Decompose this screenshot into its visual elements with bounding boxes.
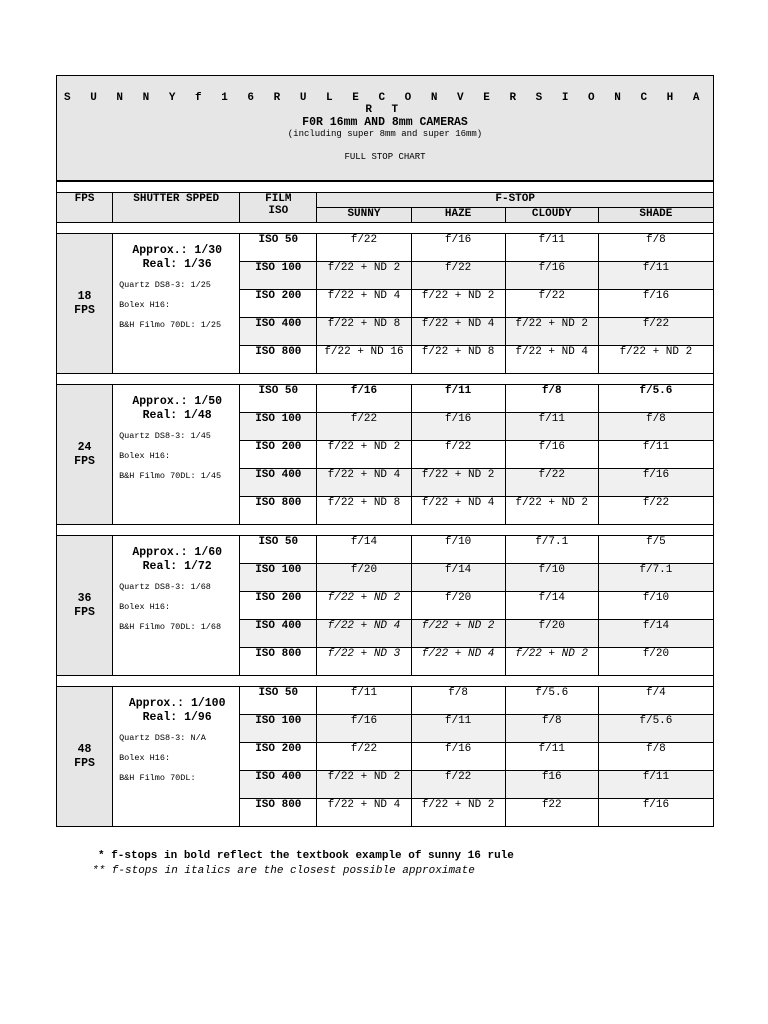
- shutter-quartz: Quartz DS8-3: 1/25: [119, 280, 211, 290]
- header-haze: HAZE: [411, 208, 505, 223]
- fstop-cell: f/16: [317, 385, 411, 413]
- shutter-bh-filmo: B&H Filmo 70DL: 1/45: [119, 471, 222, 481]
- fstop-cell: f/5.6: [598, 385, 713, 413]
- shutter-bolex: Bolex H16:: [119, 753, 171, 763]
- fstop-cell: f/22 + ND 4: [317, 799, 411, 827]
- shutter-quartz: Quartz DS8-3: 1/68: [119, 582, 211, 592]
- shutter-real: Real: 1/48: [142, 409, 212, 422]
- shutter-bolex: Bolex H16:: [119, 300, 171, 310]
- table-row: [57, 234, 714, 262]
- fstop-cell: f/22 + ND 4: [505, 346, 598, 374]
- shutter-cell: [113, 536, 240, 676]
- fps-cell: [57, 687, 113, 827]
- iso-cell: ISO 800: [240, 346, 317, 374]
- header-film: FILM: [265, 193, 292, 205]
- header-shutter: SHUTTER SPPED: [113, 193, 240, 223]
- fstop-cell: f/16: [598, 799, 713, 827]
- chart-title: S U N N Y f 1 6 R U L E C O N V E R S I O N C H A R T: [64, 92, 706, 116]
- fstop-cell: f/22 + ND 2: [317, 441, 411, 469]
- chart-note: (including super 8mm and super 16mm): [287, 129, 483, 139]
- iso-cell: ISO 400: [240, 620, 317, 648]
- fstop-cell: f/4: [598, 687, 713, 715]
- shutter-approx: Approx.: 1/60: [132, 546, 223, 559]
- fstop-cell: f/5.6: [505, 687, 598, 715]
- fstop-cell: f/16: [598, 290, 713, 318]
- fstop-cell: f/20: [598, 648, 713, 676]
- fstop-cell: f/22 + ND 3: [317, 648, 411, 676]
- fstop-cell: f/14: [598, 620, 713, 648]
- fps-value: 24: [77, 440, 92, 454]
- fstop-cell: f/22: [317, 234, 411, 262]
- fstop-cell: f/8: [598, 413, 713, 441]
- header-shade: SHADE: [598, 208, 713, 223]
- fstop-cell: f/11: [505, 743, 598, 771]
- fstop-cell: f/22 + ND 2: [317, 771, 411, 799]
- fps-cell: [57, 536, 113, 676]
- spacer-row: [57, 182, 714, 193]
- shutter-approx: Approx.: 1/30: [132, 244, 223, 257]
- iso-cell: ISO 50: [240, 536, 317, 564]
- fstop-cell: f/22 + ND 4: [317, 290, 411, 318]
- iso-cell: ISO 100: [240, 715, 317, 743]
- spacer-row: [57, 374, 714, 385]
- fstop-cell: f/11: [411, 715, 505, 743]
- fstop-cell: f/11: [411, 385, 505, 413]
- fstop-cell: f/11: [505, 413, 598, 441]
- fstop-cell: f/10: [411, 536, 505, 564]
- fstop-cell: f16: [505, 771, 598, 799]
- fstop-cell: f/7.1: [505, 536, 598, 564]
- fstop-cell: f/8: [598, 743, 713, 771]
- shutter-approx: Approx.: 1/50: [132, 395, 223, 408]
- iso-cell: ISO 800: [240, 497, 317, 525]
- fstop-cell: f/22 + ND 2: [411, 799, 505, 827]
- fps-unit: FPS: [74, 303, 95, 317]
- fstop-cell: f/22 + ND 2: [505, 318, 598, 346]
- shutter-real: Real: 1/72: [142, 560, 212, 573]
- header-sunny: SUNNY: [317, 208, 411, 223]
- iso-cell: ISO 200: [240, 290, 317, 318]
- fstop-cell: f/22 + ND 2: [411, 469, 505, 497]
- shutter-approx: Approx.: 1/100: [128, 697, 226, 710]
- iso-cell: ISO 50: [240, 234, 317, 262]
- fstop-cell: f/20: [317, 564, 411, 592]
- shutter-bolex: Bolex H16:: [119, 602, 171, 612]
- footnote-italic: ** f-stops in italics are the closest possible approximate: [92, 865, 475, 877]
- fstop-cell: f/22: [411, 771, 505, 799]
- iso-cell: ISO 100: [240, 564, 317, 592]
- fstop-cell: f/16: [505, 262, 598, 290]
- fstop-cell: f/22: [505, 469, 598, 497]
- fstop-cell: f/22 + ND 2: [505, 497, 598, 525]
- fstop-cell: f/10: [598, 592, 713, 620]
- fstop-cell: f/22 + ND 4: [317, 469, 411, 497]
- fstop-cell: f/22 + ND 8: [317, 318, 411, 346]
- chart-header: [56, 75, 714, 181]
- fstop-cell: f/22 + ND 2: [411, 290, 505, 318]
- fstop-cell: f/16: [411, 743, 505, 771]
- shutter-bh-filmo: B&H Filmo 70DL: 1/25: [119, 320, 222, 330]
- shutter-quartz: Quartz DS8-3: N/A: [119, 733, 206, 743]
- fstop-cell: f/5: [598, 536, 713, 564]
- fstop-cell: f/22 + ND 2: [598, 346, 713, 374]
- iso-cell: ISO 100: [240, 262, 317, 290]
- fstop-cell: f/22 + ND 2: [317, 262, 411, 290]
- shutter-bolex: Bolex H16:: [119, 451, 171, 461]
- iso-cell: ISO 200: [240, 592, 317, 620]
- fstop-cell: f/22: [317, 743, 411, 771]
- iso-cell: ISO 100: [240, 413, 317, 441]
- iso-cell: ISO 200: [240, 743, 317, 771]
- iso-cell: ISO 800: [240, 648, 317, 676]
- header-fstop: F-STOP: [317, 193, 714, 208]
- fstop-cell: f/22 + ND 4: [317, 620, 411, 648]
- fstop-cell: f/16: [505, 441, 598, 469]
- fstop-cell: f/20: [411, 592, 505, 620]
- chart-mode: FULL STOP CHART: [344, 152, 426, 162]
- fstop-cell: f/22 + ND 4: [411, 318, 505, 346]
- shutter-cell: [113, 687, 240, 827]
- header-cloudy: CLOUDY: [505, 208, 598, 223]
- fstop-cell: f/22: [317, 413, 411, 441]
- fstop-cell: f/22 + ND 8: [317, 497, 411, 525]
- fstop-cell: f/22 + ND 4: [411, 648, 505, 676]
- fstop-cell: f/8: [411, 687, 505, 715]
- table-row: [57, 385, 714, 413]
- shutter-real: Real: 1/96: [142, 711, 212, 724]
- fstop-cell: f/22 + ND 8: [411, 346, 505, 374]
- chart-subtitle: F0R 16mm AND 8mm CAMERAS: [302, 116, 468, 129]
- fps-cell: [57, 234, 113, 374]
- fstop-cell: f/20: [505, 620, 598, 648]
- iso-cell: ISO 400: [240, 771, 317, 799]
- fps-value: 18: [77, 289, 92, 303]
- fps-cell: [57, 385, 113, 525]
- fstop-cell: f22: [505, 799, 598, 827]
- fstop-cell: f/11: [505, 234, 598, 262]
- fps-value: 36: [77, 591, 92, 605]
- fstop-cell: f/16: [411, 413, 505, 441]
- header-film-iso: [240, 193, 317, 223]
- table-row: [57, 536, 714, 564]
- spacer-row: [57, 676, 714, 687]
- fstop-cell: f/22 + ND 2: [505, 648, 598, 676]
- fstop-cell: f/11: [598, 441, 713, 469]
- conversion-table: [56, 181, 714, 827]
- iso-cell: ISO 400: [240, 318, 317, 346]
- fstop-cell: f/22: [598, 318, 713, 346]
- fstop-cell: f/22 + ND 4: [411, 497, 505, 525]
- shutter-bh-filmo: B&H Filmo 70DL: 1/68: [119, 622, 222, 632]
- spacer-row: [57, 223, 714, 234]
- fstop-cell: f/22: [505, 290, 598, 318]
- fstop-cell: f/16: [411, 234, 505, 262]
- fstop-cell: f/22 + ND 16: [317, 346, 411, 374]
- shutter-quartz: Quartz DS8-3: 1/45: [119, 431, 211, 441]
- fstop-cell: f/22: [411, 441, 505, 469]
- fstop-cell: f/22: [598, 497, 713, 525]
- fstop-cell: f/11: [598, 771, 713, 799]
- fps-unit: FPS: [74, 605, 95, 619]
- shutter-cell: [113, 385, 240, 525]
- fps-unit: FPS: [74, 454, 95, 468]
- header-iso: ISO: [268, 205, 289, 217]
- fstop-cell: f/11: [317, 687, 411, 715]
- fstop-cell: f/11: [598, 262, 713, 290]
- fstop-cell: f/5.6: [598, 715, 713, 743]
- fstop-cell: f/22 + ND 2: [411, 620, 505, 648]
- fps-unit: FPS: [74, 756, 95, 770]
- fstop-cell: f/16: [598, 469, 713, 497]
- chart-sheet: [56, 75, 714, 827]
- iso-cell: ISO 50: [240, 385, 317, 413]
- fps-value: 48: [77, 742, 92, 756]
- header-row: [57, 193, 714, 208]
- fstop-cell: f/8: [598, 234, 713, 262]
- fstop-cell: f/22: [411, 262, 505, 290]
- fstop-cell: f/16: [317, 715, 411, 743]
- fstop-cell: f/14: [505, 592, 598, 620]
- fstop-cell: f/8: [505, 385, 598, 413]
- iso-cell: ISO 400: [240, 469, 317, 497]
- spacer-row: [57, 525, 714, 536]
- fstop-cell: f/14: [411, 564, 505, 592]
- iso-cell: ISO 50: [240, 687, 317, 715]
- header-fps: FPS: [57, 193, 113, 223]
- fstop-cell: f/14: [317, 536, 411, 564]
- footnote-bold: * f-stops in bold reflect the textbook example of sunny 16 rule: [98, 850, 514, 862]
- shutter-cell: [113, 234, 240, 374]
- fstop-cell: f/22 + ND 2: [317, 592, 411, 620]
- table-row: [57, 687, 714, 715]
- shutter-real: Real: 1/36: [142, 258, 212, 271]
- iso-cell: ISO 200: [240, 441, 317, 469]
- fstop-cell: f/8: [505, 715, 598, 743]
- iso-cell: ISO 800: [240, 799, 317, 827]
- shutter-bh-filmo: B&H Filmo 70DL:: [119, 773, 196, 783]
- fstop-cell: f/7.1: [598, 564, 713, 592]
- fstop-cell: f/10: [505, 564, 598, 592]
